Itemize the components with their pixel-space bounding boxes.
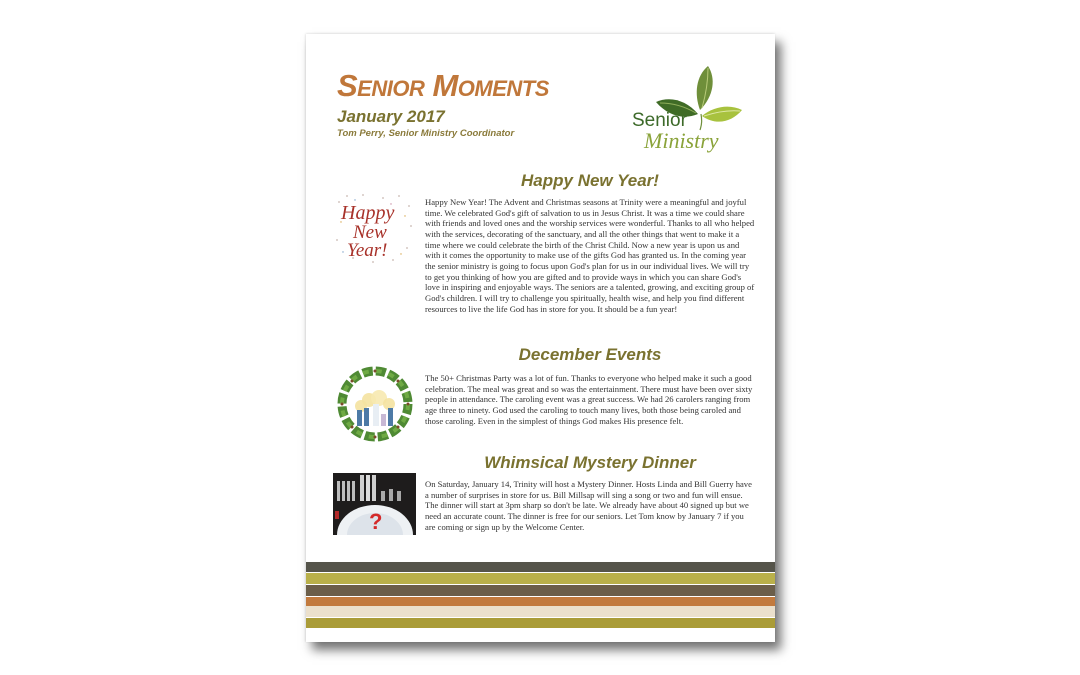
svg-text:?: ? xyxy=(369,509,383,534)
footer-stripe-2 xyxy=(306,573,775,584)
footer-stripe-3 xyxy=(306,585,775,596)
section-body-mystery-dinner: On Saturday, January 14, Trinity will host a Mystery Dinner. Hosts Linda and Bill Guerry have a number of surprises in store for us. Bill Millsap will sing a song or two and fun will ensue. The dinner will start at 3pm sharp so don't be late. We already have about 40 signed up but we need an accurate count. The dinner is free for our seniors. Let Tom know by January 7 if you are coming or sign up by the Welcome Center. xyxy=(425,479,752,532)
newsletter-page xyxy=(306,34,775,642)
footer-stripe-1 xyxy=(306,562,775,572)
author-line: Tom Perry, Senior Ministry Coordinator xyxy=(337,128,515,139)
section-heading-mystery-dinner: Whimsical Mystery Dinner xyxy=(484,453,696,472)
advent-wreath-candles-image xyxy=(333,362,417,446)
section-body-happy-new-year: Happy New Year! The Advent and Christmas seasons at Trinity were a meaningful and joyful time. We celebrated God's gift of salvation to us in Jesus Christ. It was a time we could share with friends and loved ones and the worship services were wonderful. Thanks to all who helped with the services, decorating of the sanctuary, and all the other things that went to make it a time where we could celebrate the birth of the Christ Child. Now a new year is upon us and with it comes the opportunity to make use of the gifts God has granted us. In the coming year the senior ministry is going to focus upon God's plan for us in our individual lives. We will try to get you thinking of how you are gifted and to provide ways in which you can share God's love in inspiring and enjoyable ways. The seniors are a talented, growing, and exciting group of God's children. I will try to challenge you spiritually, health wise, and help you find different resources to live the life God has in store for you. It should be a fun year! xyxy=(425,197,755,314)
newsletter-title: Senior Moments xyxy=(337,68,549,103)
svg-text:Year!: Year! xyxy=(347,240,388,261)
footer-stripe-5 xyxy=(306,606,775,617)
footer-stripe-4 xyxy=(306,597,775,606)
section-heading-happy-new-year: Happy New Year! xyxy=(521,171,659,190)
logo-text-senior: Senior xyxy=(632,110,687,131)
senior-ministry-logo xyxy=(628,64,748,159)
svg-text:New: New xyxy=(353,222,387,243)
happy-new-year-script-image xyxy=(333,192,415,266)
logo-text-ministry: Ministry xyxy=(644,128,719,153)
footer-stripe-6 xyxy=(306,618,775,628)
section-body-december-events: The 50+ Christmas Party was a lot of fun. Thanks to everyone who helped make it such a good celebration. The meal was great and so was the entertainment. There must have been over sixty people in attendance. The caroling event was a great success. We had 26 carolers ranging from age three to ninety. God used the caroling to touch many lives, both those being caroled and those caroling. Even in the simplest of things God makes His presence felt. xyxy=(425,373,753,426)
mystery-dinner-plate-image xyxy=(333,473,416,535)
svg-text:Happy: Happy xyxy=(341,202,395,224)
issue-date: January 2017 xyxy=(337,107,445,126)
section-heading-december-events: December Events xyxy=(518,345,662,364)
